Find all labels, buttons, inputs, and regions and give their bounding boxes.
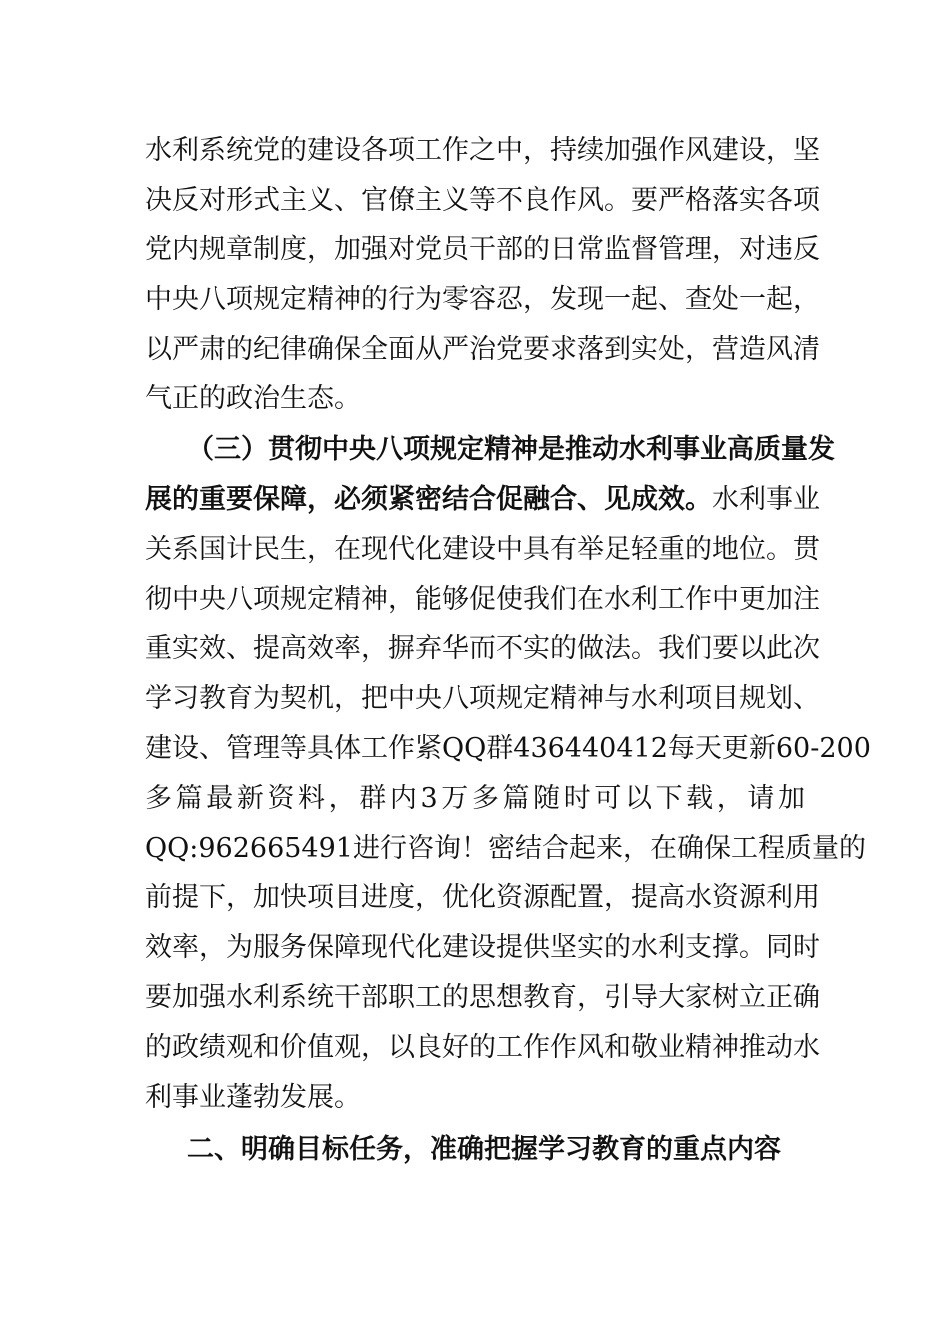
text-line: 要加强水利系统干部职工的思想教育，引导大家树立正确 — [145, 982, 820, 1013]
text-line: 气正的政治生态。 — [145, 383, 361, 414]
subheading-line: （三）贯彻中央八项规定精神是推动水利事业高质量发 — [187, 434, 835, 465]
text-line: 关系国计民生，在现代化建设中具有举足轻重的地位。贯 — [145, 534, 820, 565]
text-line: 水利系统党的建设各项工作之中，持续加强作风建设，坚 — [145, 135, 820, 166]
text-line: 重实效、提高效率，摒弃华而不实的做法。我们要以此次 — [145, 633, 820, 664]
text-fragment: 水利事业 — [712, 484, 820, 515]
subheading-line-end: 展的重要保障，必须紧密结合促融合、见成效。 — [145, 484, 712, 515]
text-line: 前提下，加快项目进度，优化资源配置，提高水资源利用 — [145, 882, 820, 913]
mixed-line — [145, 480, 820, 520]
text-line: 决反对形式主义、官僚主义等不良作风。要严格落实各项 — [145, 185, 820, 216]
text-line: QQ:962665491进行咨询！密结合起来，在确保工程质量的 — [145, 833, 866, 864]
text-line: 中央八项规定精神的行为零容忍，发现一起、查处一起， — [145, 284, 820, 315]
text-line: 党内规章制度，加强对党员干部的日常监督管理，对违反 — [145, 234, 820, 265]
section-heading: 二、明确目标任务，准确把握学习教育的重点内容 — [187, 1134, 781, 1165]
text-line: 学习教育为契机，把中央八项规定精神与水利项目规划、 — [145, 683, 820, 714]
text-line: 的政绩观和价值观，以良好的工作作风和敬业精神推动水 — [145, 1032, 820, 1063]
text-line: 建设、管理等具体工作紧QQ群436440412每天更新60-200 — [145, 733, 871, 764]
text-line: 多篇最新资料，群内3万多篇随时可以下载，请加 — [145, 783, 805, 814]
text-line: 利事业蓬勃发展。 — [145, 1082, 361, 1113]
text-line: 以严肃的纪律确保全面从严治党要求落到实处，营造风清 — [145, 334, 820, 365]
text-line: 效率，为服务保障现代化建设提供坚实的水利支撑。同时 — [145, 932, 820, 963]
text-line: 彻中央八项规定精神，能够促使我们在水利工作中更加注 — [145, 584, 820, 615]
